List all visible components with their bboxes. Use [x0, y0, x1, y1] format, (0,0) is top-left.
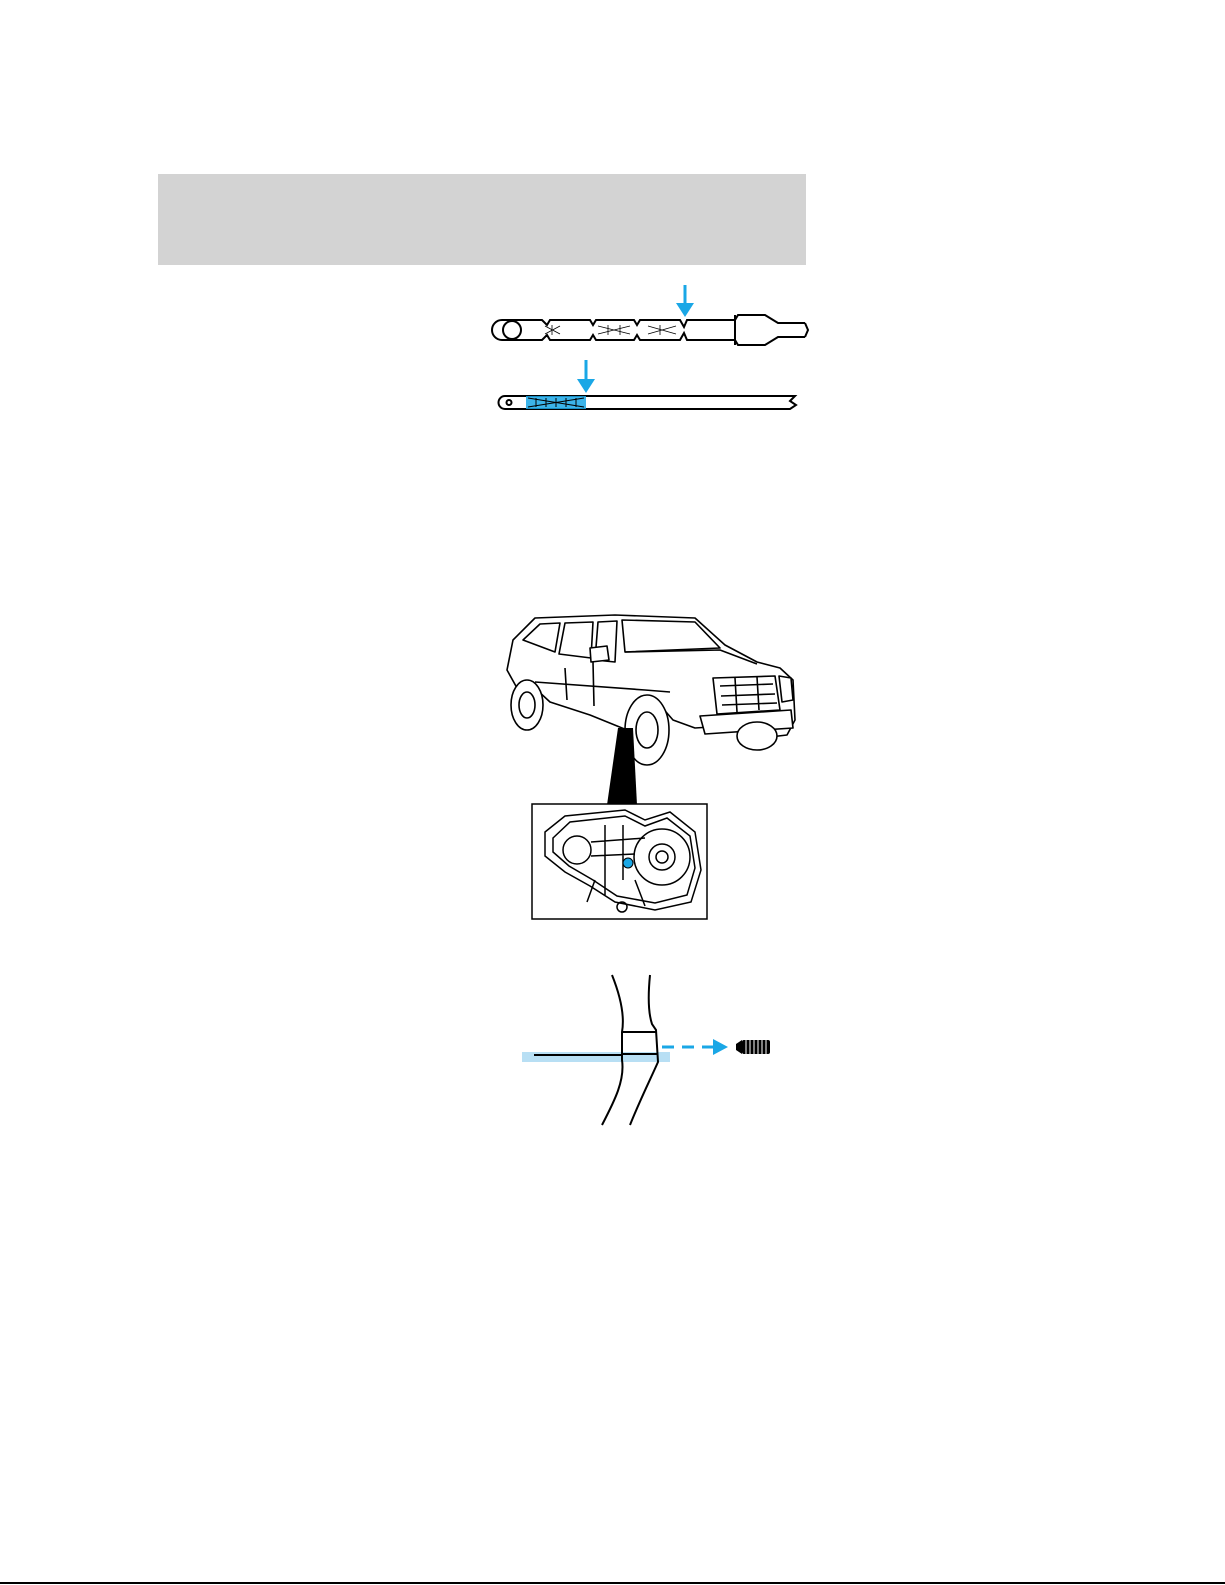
upper-arrow-icon [676, 285, 694, 317]
lower-crosshatch-marks [528, 398, 584, 407]
fill-plug-marker [623, 858, 633, 868]
footer-rule [0, 1582, 1225, 1584]
fill-plug-figure [520, 970, 790, 1135]
lower-arrow-icon [577, 360, 595, 393]
transfer-case-inset-icon [532, 804, 707, 919]
truck-icon [507, 615, 795, 765]
callout-wedge [607, 728, 637, 805]
fill-plug-icon [736, 1040, 770, 1054]
removal-arrow-icon [662, 1039, 728, 1055]
upper-crosshatch-marks [545, 325, 676, 335]
dipstick-figure [490, 285, 815, 420]
section-header-band [158, 174, 806, 265]
case-wall-icon [602, 975, 658, 1125]
upper-dipstick-icon [492, 315, 808, 345]
vehicle-figure [495, 610, 810, 935]
